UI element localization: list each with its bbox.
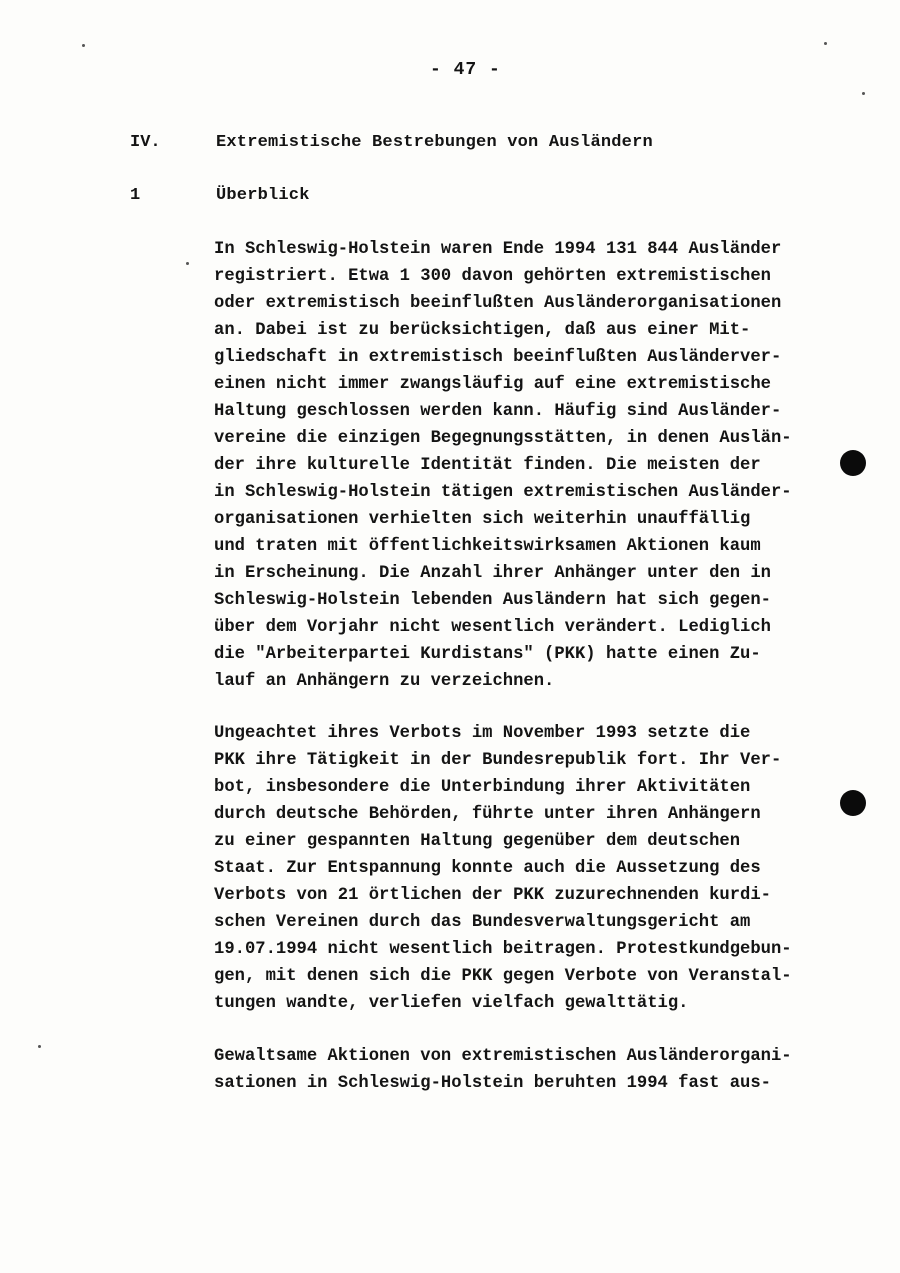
- subsection-title: Überblick: [216, 186, 310, 205]
- paragraph-1: [214, 236, 854, 695]
- text-line: gen, mit denen sich die PKK gegen Verbote von Veranstal-: [214, 967, 792, 986]
- text-line: gliedschaft in extremistisch beeinflußten Ausländerver-: [214, 348, 782, 367]
- text-line: der ihre kulturelle Identität finden. Die meisten der: [214, 456, 761, 475]
- page-number: - 47 -: [430, 60, 501, 80]
- paragraph-2: [214, 720, 854, 1017]
- text-line: und traten mit öffentlichkeitswirksamen Aktionen kaum: [214, 537, 761, 556]
- text-line: einen nicht immer zwangsläufig auf eine extremistische: [214, 375, 771, 394]
- punch-hole-upper: [840, 450, 866, 476]
- speck: [82, 44, 85, 47]
- text-line: Ungeachtet ihres Verbots im November 1993 setzte die: [214, 724, 751, 743]
- text-line: in Erscheinung. Die Anzahl ihrer Anhänger unter den in: [214, 564, 771, 583]
- speck: [186, 262, 189, 265]
- text-line: Gewaltsame Aktionen von extremistischen Ausländerorgani-: [214, 1047, 792, 1066]
- text-line: in Schleswig-Holstein tätigen extremistischen Ausländer-: [214, 483, 792, 502]
- section-number: IV.: [130, 133, 161, 152]
- text-line: sationen in Schleswig-Holstein beruhten 1994 fast aus-: [214, 1074, 771, 1093]
- speck: [824, 42, 827, 45]
- text-line: Verbots von 21 örtlichen der PKK zuzurechnenden kurdi-: [214, 886, 771, 905]
- text-line: Haltung geschlossen werden kann. Häufig sind Ausländer-: [214, 402, 782, 421]
- text-line: die "Arbeiterpartei Kurdistans" (PKK) hatte einen Zu-: [214, 645, 761, 664]
- text-line: zu einer gespannten Haltung gegenüber dem deutschen: [214, 832, 741, 851]
- text-line: PKK ihre Tätigkeit in der Bundesrepublik fort. Ihr Ver-: [214, 751, 782, 770]
- text-line: an. Dabei ist zu berücksichtigen, daß aus einer Mit-: [214, 321, 751, 340]
- text-line: oder extremistisch beeinflußten Ausländerorganisationen: [214, 294, 782, 313]
- text-line: durch deutsche Behörden, führte unter ihren Anhängern: [214, 805, 761, 824]
- speck: [38, 1045, 41, 1048]
- text-line: bot, insbesondere die Unterbindung ihrer Aktivitäten: [214, 778, 751, 797]
- text-line: organisationen verhielten sich weiterhin unauffällig: [214, 510, 751, 529]
- section-title: Extremistische Bestrebungen von Ausländern: [216, 133, 653, 152]
- text-line: registriert. Etwa 1 300 davon gehörten extremistischen: [214, 267, 771, 286]
- text-line: über dem Vorjahr nicht wesentlich verändert. Lediglich: [214, 618, 771, 637]
- punch-hole-lower: [840, 790, 866, 816]
- text-line: Schleswig-Holstein lebenden Ausländern hat sich gegen-: [214, 591, 771, 610]
- text-line: 19.07.1994 nicht wesentlich beitragen. Protestkundgebun-: [214, 940, 792, 959]
- text-line: schen Vereinen durch das Bundesverwaltungsgericht am: [214, 913, 751, 932]
- text-line: In Schleswig-Holstein waren Ende 1994 131 844 Ausländer: [214, 240, 782, 259]
- paragraph-3: [214, 1043, 854, 1097]
- subsection-number: 1: [130, 186, 141, 205]
- text-line: vereine die einzigen Begegnungsstätten, in denen Auslän-: [214, 429, 792, 448]
- text-line: Staat. Zur Entspannung konnte auch die Aussetzung des: [214, 859, 761, 878]
- speck: [862, 92, 865, 95]
- text-line: tungen wandte, verliefen vielfach gewalttätig.: [214, 994, 689, 1013]
- text-line: lauf an Anhängern zu verzeichnen.: [214, 672, 555, 691]
